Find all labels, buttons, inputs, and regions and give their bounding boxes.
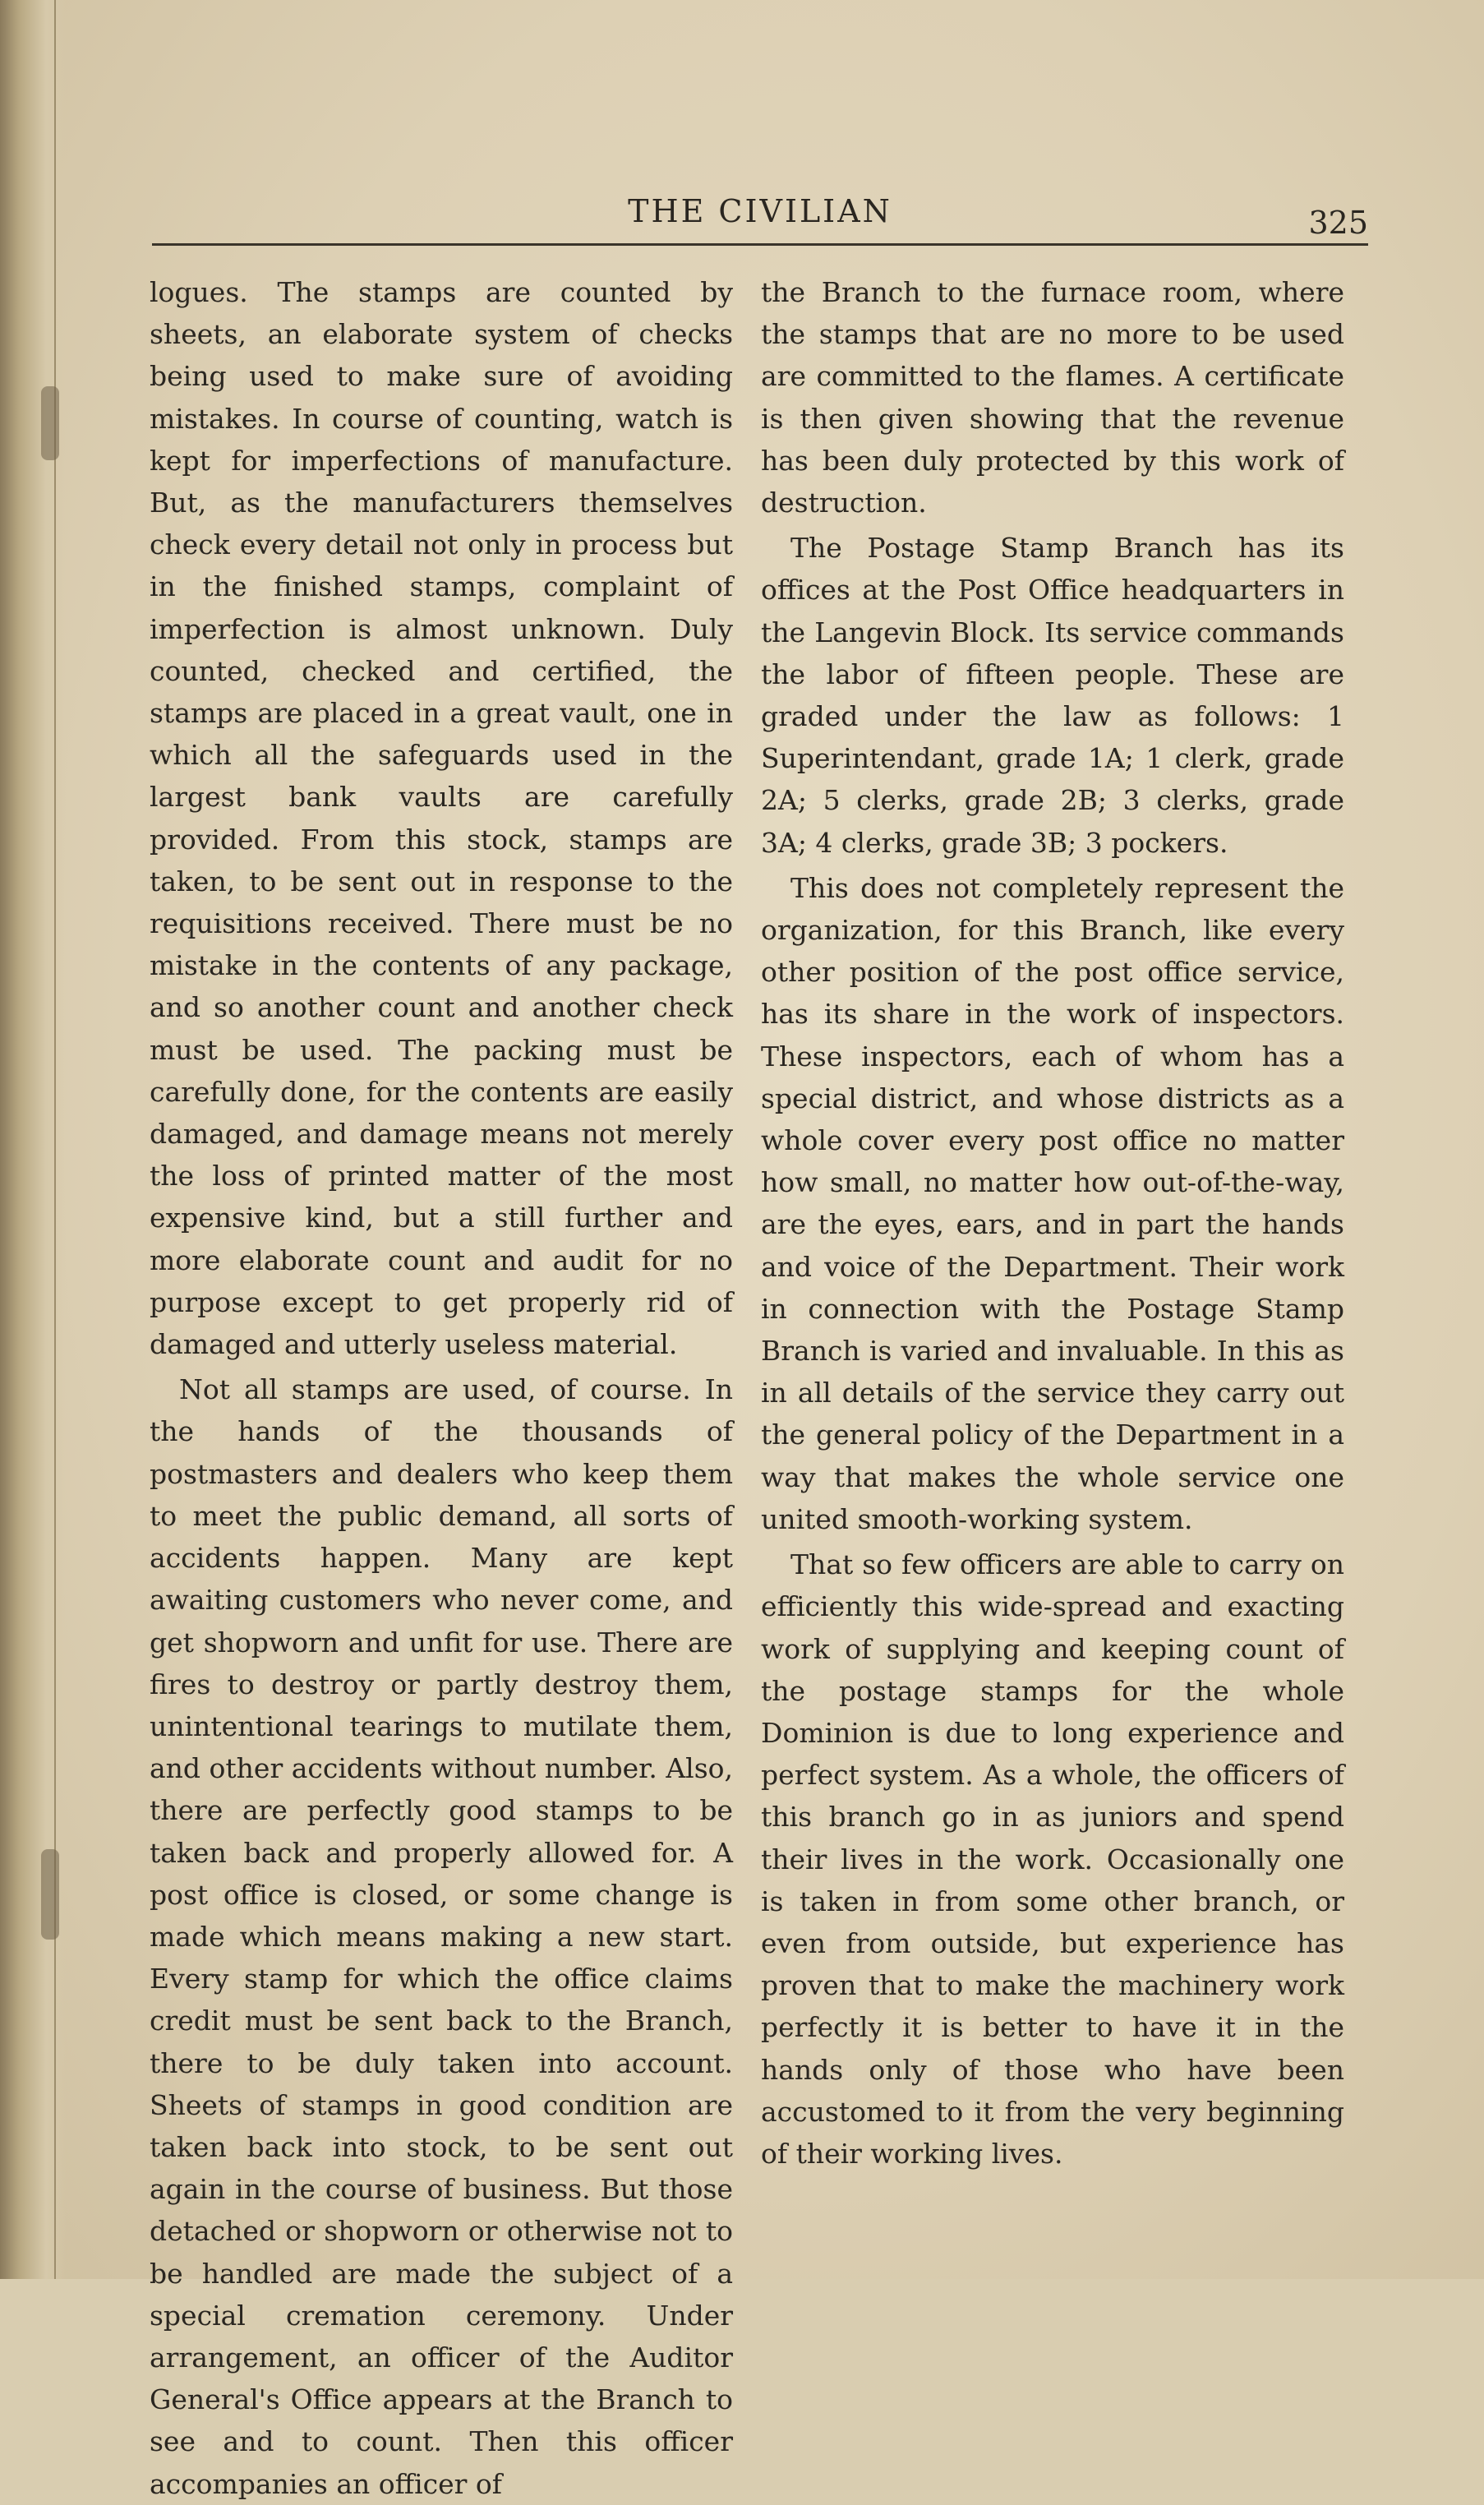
binding-thread-mark <box>41 1849 59 1940</box>
page-header <box>152 185 1368 241</box>
running-title: THE CIVILIAN <box>628 193 892 229</box>
header-rule <box>152 243 1368 246</box>
paragraph: logues. The stamps are counted by sheets, an elaborate system of checks being used to make sure of avoiding mistakes. In course of counting, watch is kept for imperfections of manufacture. But, as the manufacturers themselves check every detail not only in process but in the finished stamps, complaint of imperfection is almost unknown. Duly counted, checked and certified, the stamps are placed in a great vault, one in which all the safeguards used in the largest bank vaults are carefully provided. From this stock, stamps are taken, to be sent out in response to the requisitions received. There must be no mistake in the contents of any package, and so another count and another check must be used. The packing must be carefully done, for the contents are easily damaged, and damage means not merely the loss of printed matter of the most expensive kind, but a still further and more elaborate count and audit for no purpose except to get properly rid of damaged and utterly useless material. <box>150 276 733 1361</box>
binding-thread-mark <box>41 386 59 460</box>
paragraph: This does not completely represent the organization, for this Branch, like every other position of the post office service, has its share in the work of inspectors. These inspectors, each of whom has a special district, and whose districts as a whole cover every post office no matter how small, no matter how out-of-the-way, are the eyes, ears, and in part the hands and voice of the Department. Their work in connection with the Postage Stamp Branch is varied and invaluable. In this as in all details of the service they carry out the general policy of the Department in a way that makes the whole service one united smooth-working system. <box>761 871 1344 1535</box>
paragraph: the Branch to the furnace room, where the stamps that are no more to be used are committed to the flames. A certificate is then given showing that the revenue has been duly protected by this work of destruction. <box>761 276 1344 519</box>
left-column <box>150 271 733 2505</box>
right-column <box>761 271 1344 2175</box>
page-number: 325 <box>1308 205 1368 241</box>
paragraph: That so few officers are able to carry on efficiently this wide-spread and exacting work of supplying and keeping count of the postage stamps for the whole Dominion is due to long experience and perfect system. As a whole, the officers of this branch go in as juniors and spend their lives in the work. Occasionally one is taken in from some other branch, or even from outside, but experience has proven that to make the machinery work perfectly it is better to have it in the hands only of those who have been accustomed to it from the very beginning of their working lives. <box>761 1548 1344 2170</box>
paragraph: The Postage Stamp Branch has its offices at the Post Office headquarters in the Langevin Block. Its service commands the labor of fifteen people. These are graded under the law as follows: 1 Superintendant, grade 1A; 1 clerk, grade 2A; 5 clerks, grade 2B; 3 clerks, grade 3A; 4 clerks, grade 3B; 3 pockers. <box>761 532 1344 859</box>
paragraph: Not all stamps are used, of course. In the hands of the thousands of postmasters and dealers who keep them to meet the public demand, all sorts of accidents happen. Many are kept awaiting customers who never come, and get shopworn and unfit for use. There are fires to destroy or partly destroy them, unintentional tearings to mutilate them, and other accidents without number. Also, there are perfectly good stamps to be taken back and properly allowed for. A post office is closed, or some change is made which means making a new start. Every stamp for which the office claims credit must be sent back to the Branch, there to be duly taken into account. Sheets of stamps in good condition are taken back into stock, to be sent out again in the course of business. But those detached or shopworn or otherwise not to be handled are made the subject of a special cremation ceremony. Under arrangement, an officer of the Auditor General's Office appears at the Branch to see and to count. Then this officer accompanies an officer of <box>150 1373 733 2500</box>
